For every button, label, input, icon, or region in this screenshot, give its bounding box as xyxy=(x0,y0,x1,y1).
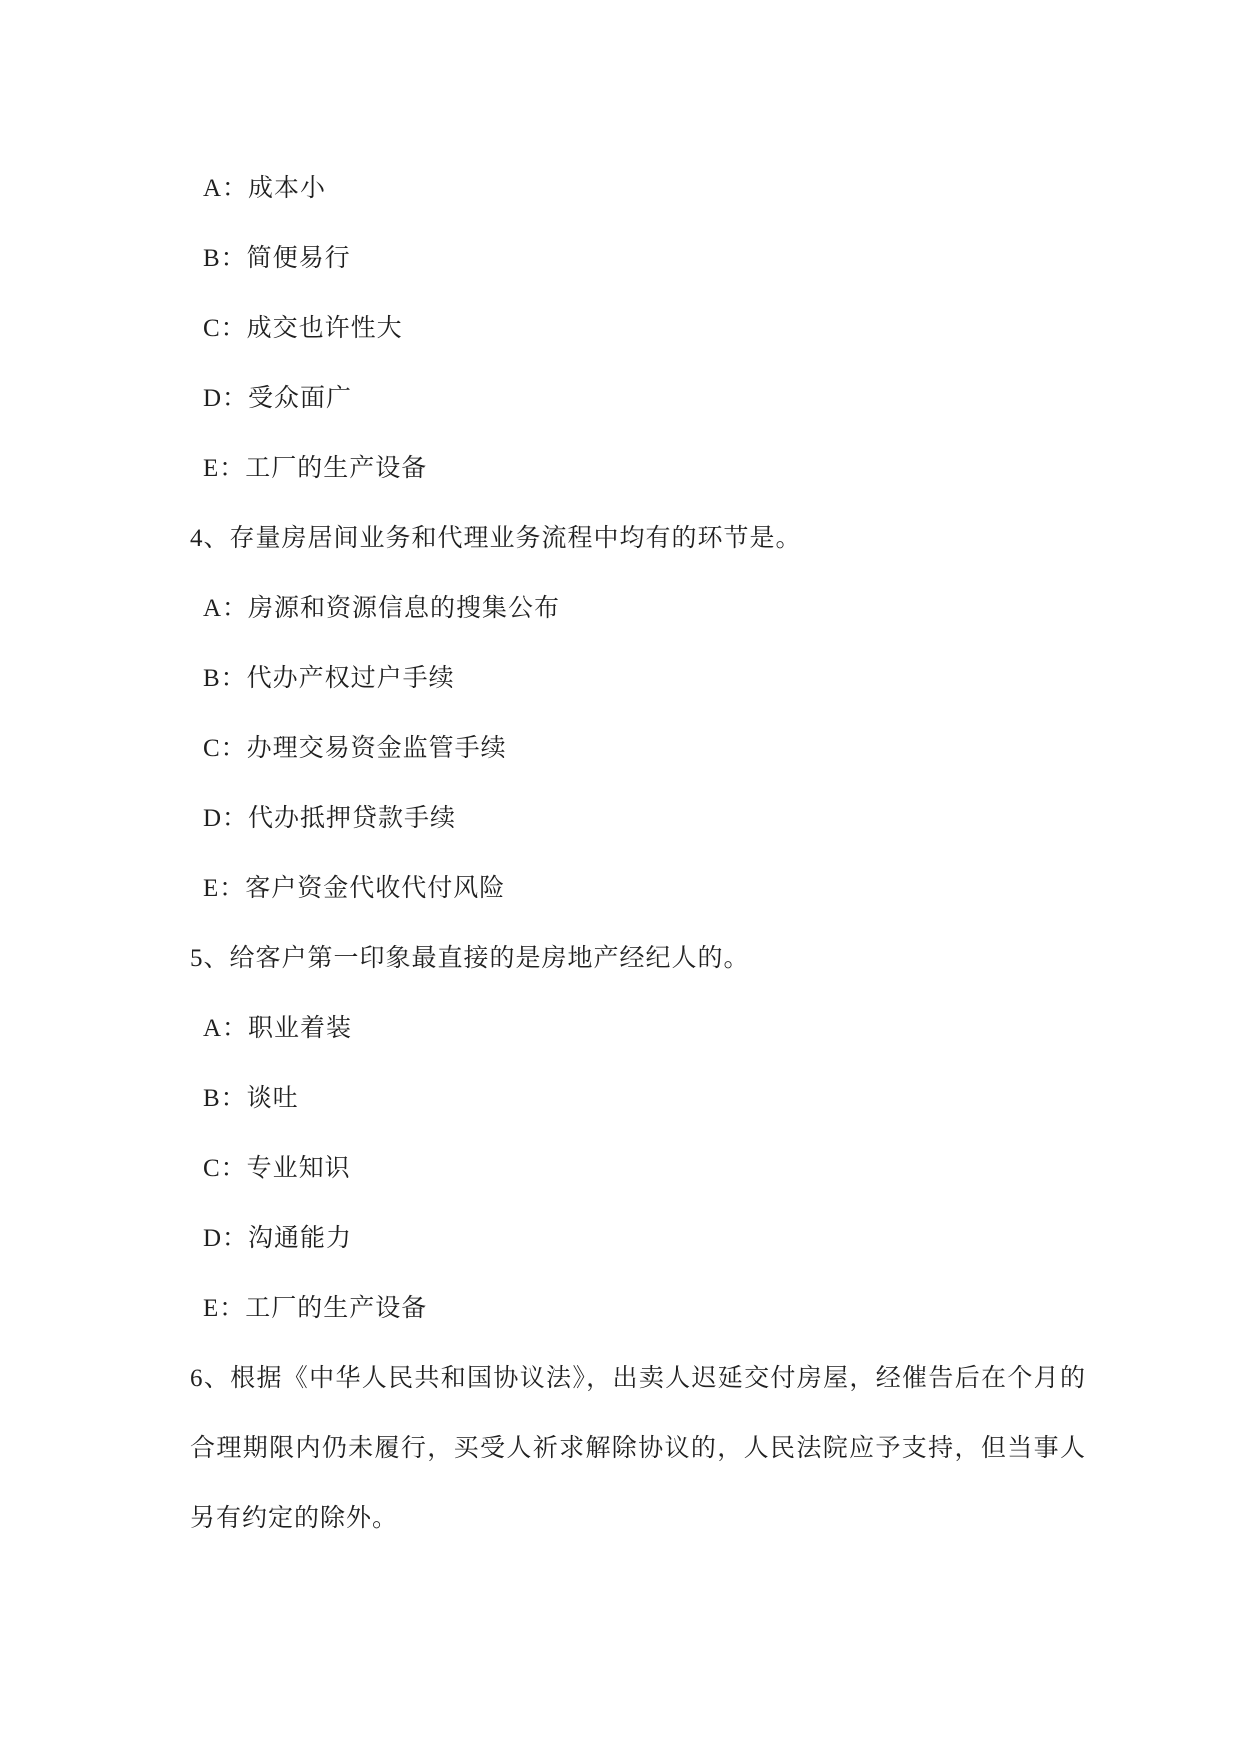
question-option: A：房源和资源信息的搜集公布 xyxy=(203,595,561,622)
question-title: 5、给客户第一印象最直接的是房地产经纪人的。 xyxy=(190,945,750,972)
question-block-6 xyxy=(190,1344,1085,1554)
question-option: B：谈吐 xyxy=(203,1085,299,1112)
question-block-5 xyxy=(190,924,1090,1344)
question-title-line: 6、根据《中华人民共和国协议法》，出卖人迟延交付房屋，经催告后在个月的 xyxy=(190,1365,1085,1392)
question-option: D：沟通能力 xyxy=(203,1225,353,1252)
question-option: C：专业知识 xyxy=(203,1155,351,1182)
question-title-line: 另有约定的除外。 xyxy=(190,1505,399,1532)
question-option: D：代办抵押贷款手续 xyxy=(203,805,457,832)
question-title: 4、存量房居间业务和代理业务流程中均有的环节是。 xyxy=(190,525,802,552)
question-option: E：客户资金代收代付风险 xyxy=(203,875,506,902)
question-option: B：简便易行 xyxy=(203,245,351,272)
question-block-4 xyxy=(190,504,1090,924)
question-option: D：受众面广 xyxy=(203,385,353,412)
question-block-3 xyxy=(190,154,1090,504)
question-option: E：工厂的生产设备 xyxy=(203,1295,428,1322)
question-option: A：成本小 xyxy=(203,175,327,202)
question-title-line: 合理期限内仍未履行，买受人祈求解除协议的，人民法院应予支持，但当事人 xyxy=(190,1435,1085,1462)
question-option: E：工厂的生产设备 xyxy=(203,455,428,482)
question-option: B：代办产权过户手续 xyxy=(203,665,455,692)
question-option: C：办理交易资金监管手续 xyxy=(203,735,507,762)
question-option: C：成交也许性大 xyxy=(203,315,403,342)
question-option: A：职业着装 xyxy=(203,1015,353,1042)
